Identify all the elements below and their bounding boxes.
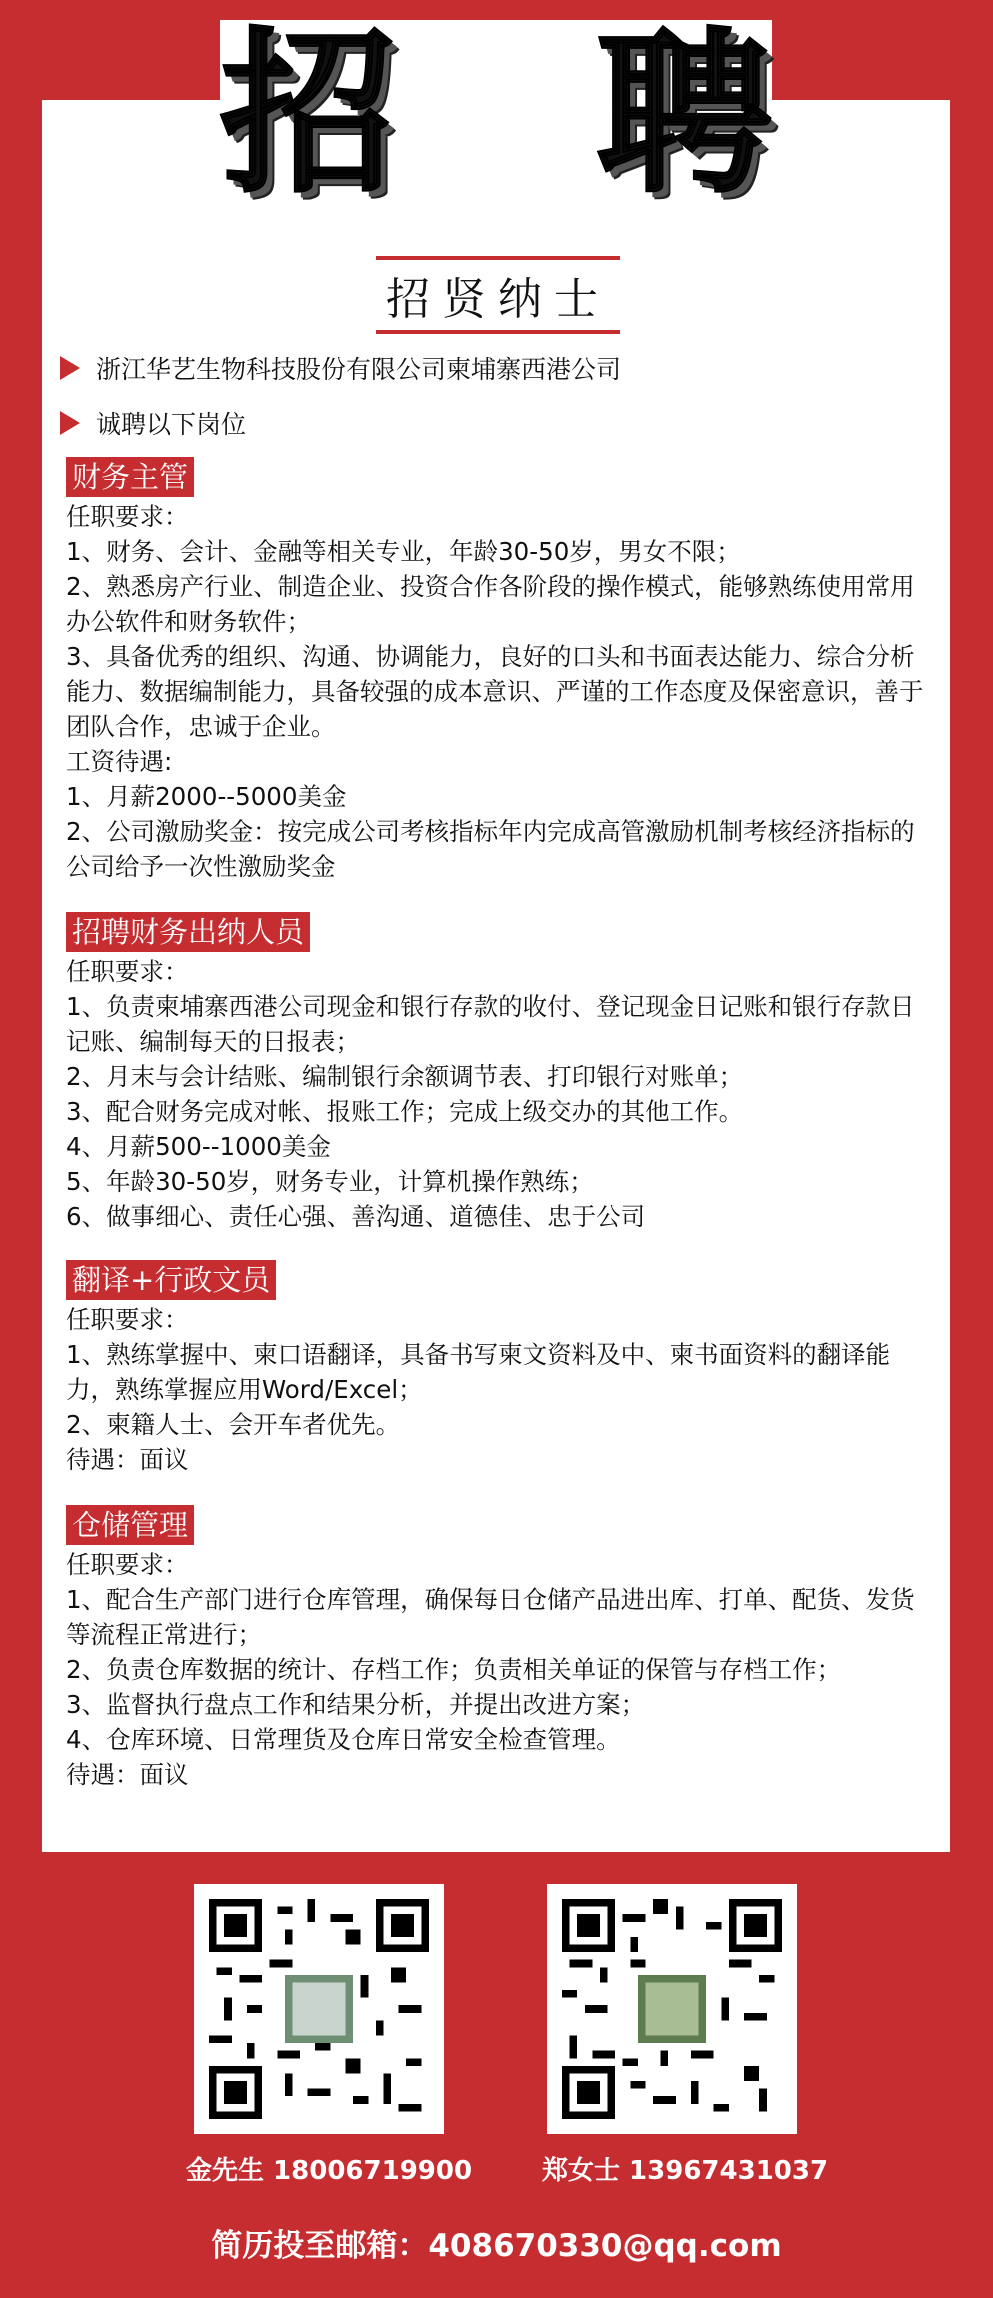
job-line: 1、熟练掌握中、柬口语翻译，具备书写柬文资料及中、柬书面资料的翻译能力，熟练掌握应用Word/Excel；: [66, 1340, 891, 1404]
qr-code-icon: [209, 1899, 429, 2119]
job-line: 3、具备优秀的组织、沟通、协调能力，良好的口头和书面表达能力、综合分析能力、数据编制能力，具备较强的成本意识、严谨的工作态度及保密意识，善于团队合作，忠诚于企业。: [66, 642, 924, 741]
job-line: 待遇：面议: [66, 1445, 189, 1474]
job-line: 任职要求：: [66, 1305, 189, 1334]
headline-char-1: 招: [220, 12, 397, 217]
subtitle: 招贤纳士: [386, 274, 610, 325]
job-section-warehouse: [66, 1505, 926, 1792]
company-name: 浙江华艺生物科技股份有限公司柬埔寨西港公司: [96, 355, 622, 384]
job-line: 2、月末与会计结账、编制银行余额调节表、打印银行对账单；: [66, 1062, 744, 1091]
email-line: 简历投至邮箱：408670330@qq.com: [211, 2228, 782, 2264]
job-line: 3、监督执行盘点工作和结果分析，并提出改进方案；: [66, 1690, 646, 1719]
job-line: 2、负责仓库数据的统计、存档工作；负责相关单证的保管与存档工作；: [66, 1655, 842, 1684]
qr-code-2: [547, 1884, 797, 2134]
qr-code-icon: [562, 1899, 782, 2119]
job-line: 6、做事细心、责任心强、善沟通、道德佳、忠于公司: [66, 1202, 646, 1231]
job-line: 1、月薪2000--5000美金: [66, 782, 347, 811]
job-section-translator: [66, 1260, 926, 1477]
triangle-bullet-icon: [60, 411, 80, 435]
job-line: 1、负责柬埔寨西港公司现金和银行存款的收付、登记现金日记账和银行存款日记账、编制每天的日报表；: [66, 992, 915, 1056]
job-line: 待遇：面议: [66, 1760, 189, 1789]
intro-text: 诚聘以下岗位: [96, 410, 247, 439]
job-line: 1、配合生产部门进行仓库管理，确保每日仓储产品进出库、打单、配货、发货等流程正常进行；: [66, 1585, 915, 1649]
intro-line: [60, 405, 246, 441]
job-title: 招聘财务出纳人员: [66, 912, 310, 952]
headline-char-2: 聘: [595, 12, 772, 217]
job-line: 2、公司激励奖金：按完成公司考核指标年内完成高管激励机制考核经济指标的公司给予一次性激励奖金: [66, 817, 915, 881]
headline: [220, 12, 772, 217]
job-line: 工资待遇:: [66, 747, 173, 776]
job-section-finance-manager: [66, 457, 926, 884]
company-line: [60, 350, 621, 386]
subtitle-banner: [376, 256, 620, 334]
contact-1: 金先生 18006719900: [186, 2156, 473, 2186]
job-title: 翻译+行政文员: [66, 1260, 276, 1300]
job-line: 4、仓库环境、日常理货及仓库日常安全检查管理。: [66, 1725, 621, 1754]
job-line: 3、配合财务完成对帐、报账工作；完成上级交办的其他工作。: [66, 1097, 744, 1126]
qr-code-1: [194, 1884, 444, 2134]
job-title: 财务主管: [66, 457, 194, 497]
job-line: 任职要求：: [66, 957, 189, 986]
contact-2: 郑女士 13967431037: [542, 2156, 829, 2186]
job-line: 5、年龄30-50岁，财务专业，计算机操作熟练；: [66, 1167, 594, 1196]
job-section-cashier: [66, 912, 926, 1234]
job-line: 4、月薪500--1000美金: [66, 1132, 331, 1161]
job-title: 仓储管理: [66, 1505, 194, 1545]
job-line: 任职要求：: [66, 502, 189, 531]
job-line: 1、财务、会计、金融等相关专业，年龄30-50岁，男女不限；: [66, 537, 741, 566]
triangle-bullet-icon: [60, 356, 80, 380]
job-line: 2、柬籍人士、会开车者优先。: [66, 1410, 401, 1439]
job-line: 任职要求：: [66, 1550, 189, 1579]
job-line: 2、熟悉房产行业、制造企业、投资合作各阶段的操作模式，能够熟练使用常用办公软件和财务软件；: [66, 572, 915, 636]
